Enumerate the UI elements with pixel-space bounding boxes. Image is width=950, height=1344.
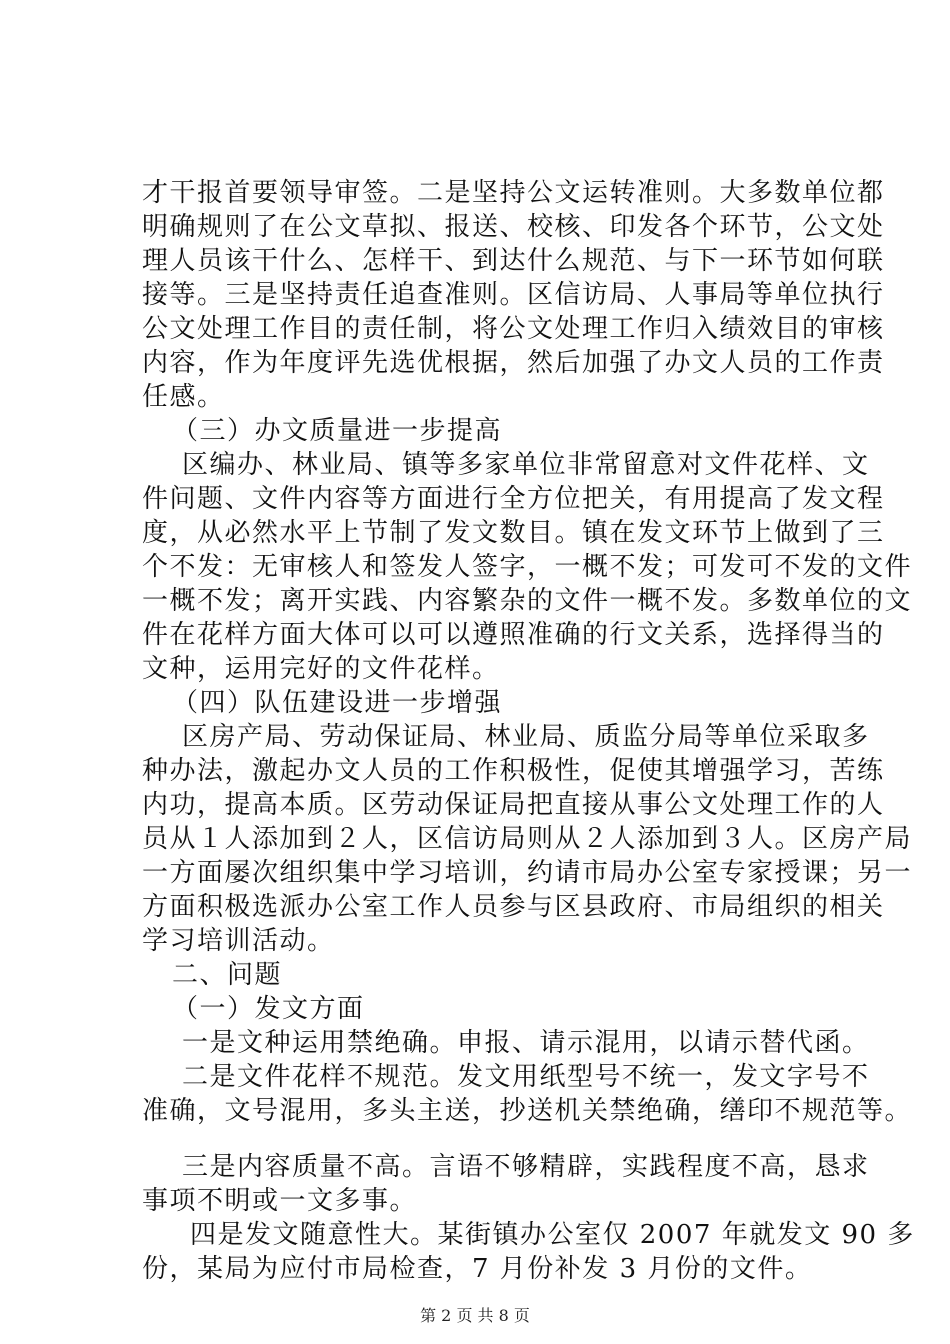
paragraph-line: 三是内容质量不高。言语不够精辟，实践程度不高，恳求 [182, 1152, 870, 1182]
paragraph-line: 方面积极选派办公室工作人员参与区县政府、市局组织的相关 [142, 892, 885, 922]
paragraph-line: 文种，运用完好的文件花样。 [142, 654, 500, 684]
paragraph-line: 个不发：无审核人和签发人签字，一概不发；可发可不发的文件 [142, 552, 913, 582]
paragraph-line: 准确，文号混用，多头主送，抄送机关禁绝确，缮印不规范等。 [142, 1096, 913, 1126]
paragraph-line: 一概不发；离开实践、内容繁杂的文件一概不发。多数单位的文 [142, 586, 913, 616]
paragraph-line: 一方面屡次组织集中学习培训，约请市局办公室专家授课；另一 [142, 858, 913, 888]
paragraph-line: 事项不明或一文多事。 [142, 1186, 418, 1216]
paragraph-line: 内容，作为年度评先选优根据，然后加强了办文人员的工作责 [142, 348, 885, 378]
paragraph-line: 公文处理工作目的责任制，将公文处理工作归入绩效目的审核 [142, 314, 885, 344]
section-heading: （四）队伍建设进一步增强 [172, 688, 503, 718]
paragraph-line: 度，从必然水平上节制了发文数目。镇在发文环节上做到了三 [142, 518, 885, 548]
paragraph-line: 员从１人添加到２人，区信访局则从２人添加到３人。区房产局 [142, 824, 913, 854]
paragraph-line: 区房产局、劳动保证局、林业局、质监分局等单位采取多 [182, 722, 870, 752]
paragraph-line: 接等。三是坚持责任追查准则。区信访局、人事局等单位执行 [142, 280, 885, 310]
page-footer: 第 2 页 共 8 页 [420, 1306, 530, 1325]
paragraph-line: 内功，提高本质。区劳动保证局把直接从事公文处理工作的人 [142, 790, 885, 820]
paragraph-line: 区编办、林业局、镇等多家单位非常留意对文件花样、文 [182, 450, 870, 480]
paragraph-line: 一是文种运用禁绝确。申报、请示混用，以请示替代函。 [182, 1028, 870, 1058]
paragraph-line: 二是文件花样不规范。发文用纸型号不统一，发文字号不 [182, 1062, 870, 1092]
paragraph-line: 种办法，激起办文人员的工作积极性，促使其增强学习，苦练 [142, 756, 885, 786]
paragraph-line: 件问题、文件内容等方面进行全方位把关，有用提高了发文程 [142, 484, 885, 514]
paragraph-line: 明确规则了在公文草拟、报送、校核、印发各个环节，公文处 [142, 212, 885, 242]
paragraph-line: 任感。 [142, 382, 225, 412]
paragraph-line: 才干报首要领导审签。二是坚持公文运转准则。大多数单位都 [142, 178, 885, 208]
paragraph-line: 学习培训活动。 [142, 926, 335, 956]
section-heading: 二、问题 [172, 960, 283, 990]
section-heading: （三）办文质量进一步提高 [172, 416, 503, 446]
subsection-heading: （一）发文方面 [172, 994, 365, 1024]
paragraph-line: 份，某局为应付市局检查，7 月份补发 3 月份的文件。 [142, 1254, 813, 1284]
paragraph-line: 四是发文随意性大。某街镇办公室仅 2007 年就发文 90 多 [190, 1220, 915, 1250]
paragraph-line: 件在花样方面大体可以可以遵照准确的行文关系，选择得当的 [142, 620, 885, 650]
paragraph-line: 理人员该干什么、怎样干、到达什么规范、与下一环节如何联 [142, 246, 885, 276]
